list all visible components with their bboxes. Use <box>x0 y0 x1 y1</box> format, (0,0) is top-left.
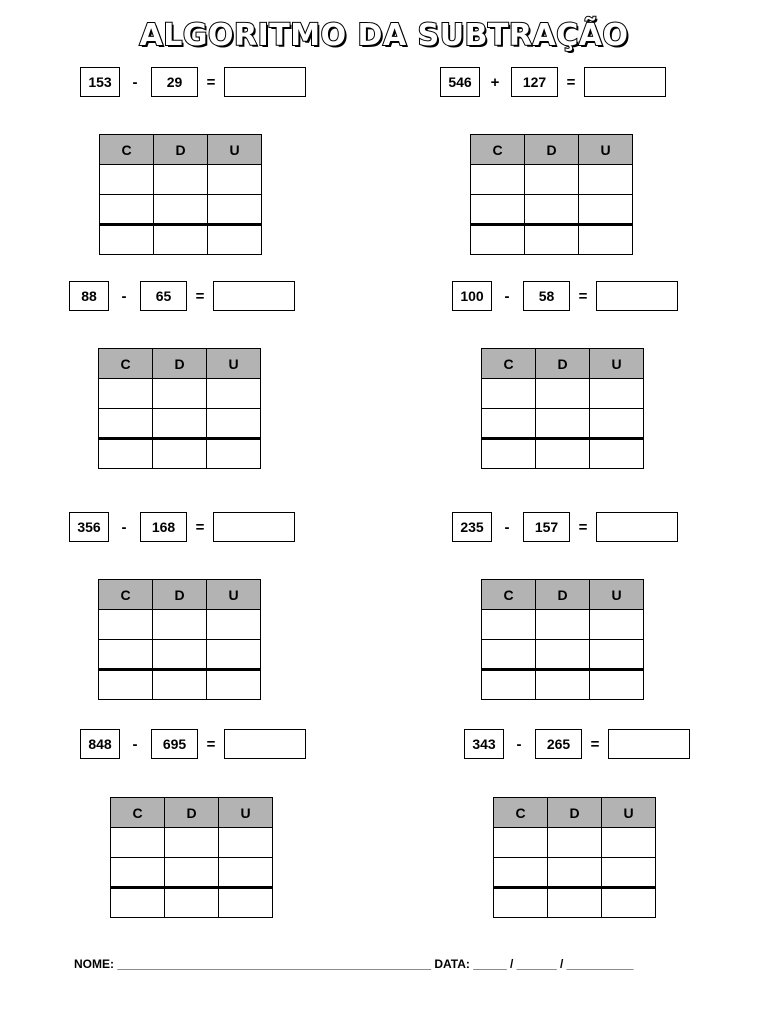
operator-sign: - <box>121 518 127 536</box>
cdu-cell[interactable] <box>153 640 207 670</box>
cdu-row <box>111 858 273 888</box>
cdu-cell[interactable] <box>154 195 208 225</box>
cdu-cell[interactable] <box>482 439 536 469</box>
minuend-box: 153 <box>80 67 120 97</box>
equals-sign: = <box>206 73 216 91</box>
cdu-header-row <box>99 580 261 610</box>
cdu-cell[interactable] <box>207 379 261 409</box>
cdu-cell[interactable] <box>153 439 207 469</box>
cdu-cell[interactable] <box>579 165 633 195</box>
name-line[interactable]: _______________________________________________ <box>117 957 432 971</box>
cdu-cell[interactable] <box>99 670 153 700</box>
cdu-header-row <box>100 135 262 165</box>
cdu-header-cell: U <box>219 798 273 828</box>
cdu-cell[interactable] <box>208 195 262 225</box>
answer-box[interactable] <box>224 67 306 97</box>
cdu-cell[interactable] <box>99 379 153 409</box>
cdu-row <box>482 379 644 409</box>
cdu-cell[interactable] <box>536 409 590 439</box>
equals-sign: = <box>206 735 216 753</box>
equals-sign: = <box>578 287 588 305</box>
answer-box[interactable] <box>213 281 295 311</box>
cdu-table-3 <box>98 348 261 469</box>
cdu-row <box>111 828 273 858</box>
cdu-table-7 <box>110 797 273 918</box>
cdu-header-cell: D <box>536 349 590 379</box>
minuend-box: 356 <box>69 512 109 542</box>
minuend-box: 88 <box>69 281 109 311</box>
cdu-cell[interactable] <box>99 439 153 469</box>
minuend-box: 235 <box>452 512 492 542</box>
cdu-cell[interactable] <box>482 379 536 409</box>
cdu-cell[interactable] <box>579 225 633 255</box>
cdu-header-cell: C <box>482 349 536 379</box>
cdu-header-row <box>111 798 273 828</box>
cdu-header-cell: D <box>153 580 207 610</box>
cdu-cell[interactable] <box>111 858 165 888</box>
date-line[interactable]: _____ / ______ / __________ <box>473 957 634 971</box>
cdu-row <box>494 828 656 858</box>
date-label: DATA: <box>434 957 470 971</box>
cdu-cell[interactable] <box>536 379 590 409</box>
cdu-cell[interactable] <box>494 858 548 888</box>
cdu-table-1 <box>99 134 262 255</box>
worksheet-title: ALGORITMO DA SUBTRAÇÃO <box>139 18 629 53</box>
cdu-cell[interactable] <box>471 195 525 225</box>
cdu-cell[interactable] <box>482 640 536 670</box>
cdu-header-cell: U <box>602 798 656 828</box>
answer-box[interactable] <box>608 729 690 759</box>
cdu-header-cell: U <box>208 135 262 165</box>
cdu-cell[interactable] <box>153 610 207 640</box>
minuend-box: 100 <box>452 281 492 311</box>
cdu-header-cell: C <box>111 798 165 828</box>
subtrahend-box: 58 <box>523 281 570 311</box>
cdu-cell[interactable] <box>482 670 536 700</box>
equals-sign: = <box>578 518 588 536</box>
cdu-cell[interactable] <box>494 888 548 918</box>
cdu-header-cell: C <box>471 135 525 165</box>
cdu-cell[interactable] <box>602 828 656 858</box>
cdu-header-row <box>494 798 656 828</box>
cdu-table-5 <box>98 579 261 700</box>
cdu-cell[interactable] <box>111 888 165 918</box>
answer-box[interactable] <box>584 67 666 97</box>
operator-sign: - <box>516 735 522 753</box>
cdu-row <box>100 165 262 195</box>
cdu-row <box>482 640 644 670</box>
cdu-cell[interactable] <box>165 828 219 858</box>
cdu-cell[interactable] <box>471 165 525 195</box>
operator-sign: + <box>490 73 500 91</box>
cdu-cell[interactable] <box>602 858 656 888</box>
cdu-cell[interactable] <box>590 610 644 640</box>
cdu-row <box>99 670 261 700</box>
cdu-row <box>494 858 656 888</box>
cdu-table-8 <box>493 797 656 918</box>
cdu-cell[interactable] <box>153 409 207 439</box>
subtrahend-box: 695 <box>151 729 198 759</box>
cdu-header-cell: C <box>482 580 536 610</box>
equals-sign: = <box>195 287 205 305</box>
cdu-row <box>100 225 262 255</box>
cdu-cell[interactable] <box>100 165 154 195</box>
cdu-cell[interactable] <box>154 165 208 195</box>
minuend-box: 343 <box>464 729 504 759</box>
cdu-cell[interactable] <box>153 670 207 700</box>
cdu-table-2 <box>470 134 633 255</box>
answer-box[interactable] <box>213 512 295 542</box>
subtrahend-box: 265 <box>535 729 582 759</box>
cdu-cell[interactable] <box>99 409 153 439</box>
cdu-header-cell: U <box>590 349 644 379</box>
cdu-header-row <box>471 135 633 165</box>
equals-sign: = <box>590 735 600 753</box>
minuend-box: 546 <box>440 67 480 97</box>
cdu-cell[interactable] <box>111 828 165 858</box>
cdu-cell[interactable] <box>219 888 273 918</box>
cdu-header-cell: U <box>590 580 644 610</box>
cdu-row <box>99 379 261 409</box>
cdu-cell[interactable] <box>100 225 154 255</box>
cdu-header-row <box>482 580 644 610</box>
subtrahend-box: 65 <box>140 281 187 311</box>
cdu-cell[interactable] <box>153 379 207 409</box>
operator-sign: - <box>132 73 138 91</box>
operator-sign: - <box>504 518 510 536</box>
cdu-cell[interactable] <box>208 225 262 255</box>
cdu-header-cell: C <box>100 135 154 165</box>
subtrahend-box: 127 <box>511 67 558 97</box>
cdu-cell[interactable] <box>494 828 548 858</box>
cdu-cell[interactable] <box>208 165 262 195</box>
cdu-cell[interactable] <box>165 888 219 918</box>
cdu-cell[interactable] <box>99 610 153 640</box>
cdu-cell[interactable] <box>482 610 536 640</box>
equals-sign: = <box>195 518 205 536</box>
cdu-cell[interactable] <box>207 409 261 439</box>
cdu-cell[interactable] <box>207 610 261 640</box>
cdu-row <box>482 409 644 439</box>
answer-box[interactable] <box>596 512 678 542</box>
cdu-header-cell: D <box>154 135 208 165</box>
cdu-header-cell: D <box>536 580 590 610</box>
cdu-header-cell: U <box>579 135 633 165</box>
cdu-cell[interactable] <box>482 409 536 439</box>
cdu-cell[interactable] <box>207 670 261 700</box>
cdu-cell[interactable] <box>525 165 579 195</box>
subtrahend-box: 168 <box>140 512 187 542</box>
answer-box[interactable] <box>596 281 678 311</box>
cdu-header-cell: U <box>207 349 261 379</box>
cdu-cell[interactable] <box>525 225 579 255</box>
cdu-header-cell: U <box>207 580 261 610</box>
cdu-cell[interactable] <box>590 670 644 700</box>
subtrahend-box: 157 <box>523 512 570 542</box>
cdu-cell[interactable] <box>536 610 590 640</box>
cdu-cell[interactable] <box>219 828 273 858</box>
cdu-header-cell: C <box>99 349 153 379</box>
cdu-row <box>99 610 261 640</box>
cdu-header-cell: D <box>548 798 602 828</box>
cdu-cell[interactable] <box>536 439 590 469</box>
cdu-cell[interactable] <box>590 640 644 670</box>
cdu-cell[interactable] <box>548 858 602 888</box>
cdu-cell[interactable] <box>219 858 273 888</box>
cdu-table-6 <box>481 579 644 700</box>
cdu-row <box>494 888 656 918</box>
cdu-cell[interactable] <box>602 888 656 918</box>
cdu-cell[interactable] <box>165 858 219 888</box>
operator-sign: - <box>504 287 510 305</box>
cdu-table-4 <box>481 348 644 469</box>
cdu-cell[interactable] <box>548 888 602 918</box>
equals-sign: = <box>566 73 576 91</box>
cdu-row <box>471 195 633 225</box>
cdu-row <box>482 670 644 700</box>
cdu-cell[interactable] <box>590 439 644 469</box>
cdu-row <box>99 439 261 469</box>
cdu-cell[interactable] <box>590 409 644 439</box>
cdu-header-cell: C <box>494 798 548 828</box>
cdu-row <box>482 610 644 640</box>
cdu-row <box>100 195 262 225</box>
cdu-header-row <box>99 349 261 379</box>
cdu-row <box>99 640 261 670</box>
cdu-cell[interactable] <box>99 640 153 670</box>
cdu-header-cell: C <box>99 580 153 610</box>
operator-sign: - <box>121 287 127 305</box>
operator-sign: - <box>132 735 138 753</box>
cdu-cell[interactable] <box>525 195 579 225</box>
subtrahend-box: 29 <box>151 67 198 97</box>
cdu-cell[interactable] <box>207 439 261 469</box>
cdu-cell[interactable] <box>579 195 633 225</box>
cdu-header-cell: D <box>165 798 219 828</box>
cdu-cell[interactable] <box>207 640 261 670</box>
minuend-box: 848 <box>80 729 120 759</box>
cdu-cell[interactable] <box>471 225 525 255</box>
name-label: NOME: <box>74 957 114 971</box>
cdu-row <box>471 225 633 255</box>
cdu-row <box>111 888 273 918</box>
cdu-cell[interactable] <box>536 640 590 670</box>
cdu-header-cell: D <box>525 135 579 165</box>
cdu-cell[interactable] <box>590 379 644 409</box>
cdu-cell[interactable] <box>536 670 590 700</box>
cdu-cell[interactable] <box>548 828 602 858</box>
answer-box[interactable] <box>224 729 306 759</box>
cdu-row <box>471 165 633 195</box>
cdu-header-cell: D <box>153 349 207 379</box>
cdu-row <box>99 409 261 439</box>
cdu-cell[interactable] <box>100 195 154 225</box>
cdu-header-row <box>482 349 644 379</box>
footer <box>74 957 694 971</box>
cdu-row <box>482 439 644 469</box>
cdu-cell[interactable] <box>154 225 208 255</box>
